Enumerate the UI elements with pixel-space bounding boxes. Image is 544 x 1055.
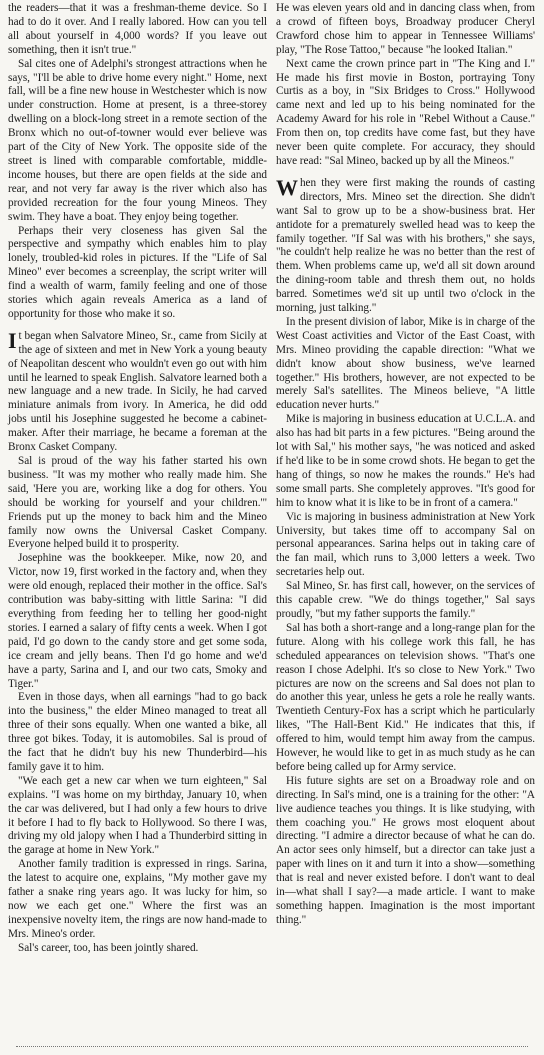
article-paragraph: Mike is majoring in business education at U.C.L.A. and also has had bit parts in a few pictures. "Being around the lot with Sal," his mother says, "he was noticed and asked if he'd like to be in some crowd shots. He began to get the hang of things, so now he makes the rounds." He's had some small parts. She completely approves. "It's good for him to know what it is like to be in front of a camera." xyxy=(276,413,535,509)
article-paragraph: Next came the crown prince part in "The King and I." He made his first movie in Boston, portraying Tony Curtis as a boy, in "Six Bridges to Cross." Hollywood came next and led up to his being nominated for the Academy Award for his role in "Rebel Without a Cause." From then on, top credits have come fast, but they have never been quite complete. For accuracy, they should have read: "Sal Mineo, backed up by all the Mineos." xyxy=(276,57,535,167)
page-bottom-rule xyxy=(16,1046,528,1049)
article-paragraph xyxy=(276,174,535,316)
article-paragraph: Sal is proud of the way his father started his own business. "It was my mother who really made him. She said, 'Here you are, working like a dog for others. You should be working for yourself and your children.'" Friends put up the money to back him and the Mineo family now owns the Universal Casket Company. Everyone helped build it to prosperity. xyxy=(8,455,267,551)
article-paragraph xyxy=(8,327,267,455)
drop-cap: W xyxy=(276,174,298,200)
paragraph-text: t began when Salvatore Mineo, Sr., came from Sicily at the age of sixteen and met in New York a young beauty of Neapolitan descent who wouldn't even go out with him until he learned to speak English. Salvatore learned both a new language and a new trade. In Sicily, he had carved miniature animals from ivory. In America, he did odd jobs until his Josephine suggested he become a cabinet-maker. After their marriage, he became a foreman at the Bronx Casket Company. xyxy=(8,329,267,454)
article-paragraph: Vic is majoring in business administration at New York University, but takes time off to accompany Sal on personal appearances. Sarina helps out in taking care of the fan mail, which runs to 3,000 letters a week. Two secretaries help out. xyxy=(276,510,535,579)
left-column xyxy=(8,2,267,1055)
article-paragraph: Perhaps their very closeness has given Sal the perspective and sympathy which enables him to play lonely, troubled-kid roles in pictures. If the "Life of Sal Mineo" ever becomes a screenplay, the script writer will find a wealth of warm, family feeling and one of those stories which again reveals America as a land of opportunity for those who make it so. xyxy=(8,224,267,320)
article-paragraph: He was eleven years old and in dancing class when, from a crowd of fifteen boys, Broadway producer Cheryl Crawford chose him to appear in Tennessee Williams' play, "The Rose Tattoo," because "he looked Italian." xyxy=(276,2,535,56)
article-paragraph: In the present division of labor, Mike is in charge of the West Coast activities and Victor of the East Coast, with Mrs. Mineo providing the capable direction: "What we didn't know about show business, we've learned together." His brothers, however, are not expected to be merely Sal's satellites. The Mineos believe, "A little education never hurts." xyxy=(276,315,535,412)
article-paragraph: the readers—that it was a freshman-theme device. So I had to do it over. And I really labored. How can you tell all about yourself in 4,000 words? If you leave out something, then it isn't true." xyxy=(8,2,267,56)
article-paragraph: Even in those days, when all earnings "had to go back into the business," the elder Mineo managed to treat all three of their sons equally. When one wanted a bike, all three got bikes. Today, it is automobiles. Sal is proud of the fact that he didn't buy his new Thunderbird—his family gave it to him. xyxy=(8,691,267,773)
paragraph-text: hen they were first making the rounds of casting directors, Mrs. Mineo set the direction. She didn't want Sal to grow up to be a show-business brat. Her antidote for a prematurely swelled head was to keep the family together. "If Sal was with his brothers," she says, "he couldn't help realize he was no better than the rest of them. When problems came up, we'd all sit down around the dining-room table and thresh them out, no holds barred. Sometimes we'd sit up until two o'clock in the morning, just talking." xyxy=(276,176,535,315)
article-paragraph: Sal's career, too, has been jointly shared. xyxy=(18,941,199,954)
article-paragraph: His future sights are set on a Broadway role and on directing. In Sal's mind, one is a training for the other: "A live audience teaches you things. It is like studying, with them coaching you." He grows most eloquent about directing. "I admire a director because of what he can do. An actor sees only himself, but a director can take just a paper with lines on it and turn it into a show—something that is real and never existed before. I don't want to deal in—what shall I say?—a made article. I want to make something happen. Imagination is the most important thing." xyxy=(276,774,535,926)
article-paragraph: Josephine was the bookkeeper. Mike, now 20, and Victor, now 19, first worked in the factory and, when they were old enough, replaced their mother in the office. Sal's contribution was baby-sitting with little Sarina: "I did everything from feeding her to telling her good-night stories. I earned a salary of fifty cents a week. When I got paid, I'd go down to the candy store and get some soda, ice cream and jelly beans. Then I'd go home and we'd have a party, Sarina and I, and our two cats, Smoky and Tiger." xyxy=(8,552,267,690)
article-paragraph: "We each get a new car when we turn eighteen," Sal explains. "I was home on my birthday, January 10, when the car was delivered, but I had only a few hours to drive it before I had to fly back to Hollywood. So there I was, driving my old jalopy when I had a Thunderbird sitting in the garage at home in New York." xyxy=(8,774,267,857)
drop-cap: I xyxy=(8,327,17,353)
article-paragraph: Another family tradition is expressed in rings. Sarina, the latest to acquire one, explains, "My mother gave my father a snake ring years ago. It was lucky for him, so now we each get one." Where the first was an inexpensive novelty item, the rings are now hand-made to Mrs. Mineo's order. xyxy=(8,858,267,940)
article-paragraph: Sal Mineo, Sr. has first call, however, on the services of this capable crew. "We do things together," Sal says proudly, "but my father supports the family." xyxy=(276,580,535,620)
article-paragraph: Sal has both a short-range and a long-range plan for the future. Along with his college work this fall, he has scheduled appearances on television shows. "That's one reason I chose Adelphi. It's so close to New York." Two pictures are now on the screens and Sal does not plan to do another this year, unless he gets a role he really wants. Twentieth Century-Fox has a script which he particularly likes, "The Hall-Bent Kid." He indicates that this, if offered to him, would tempt him away from the campus. However, he would like to get in as much study as he can before being called up for Army service. xyxy=(276,621,535,773)
right-column xyxy=(276,2,535,1055)
article-paragraph: Sal cites one of Adelphi's strongest attractions when he says, "I'll be able to drive home every night." Home, next fall, will be a fine new house in Westchester which is now under construction. Home at present, is a three-storey dwelling on a block-long street in a remote section of the Bronx which no out-of-towner would ever believe was part of the City of New York. The opposite side of the street is lined with comparable comfortable, middle-income houses, but there are open fields at the side and rear, and not very far away is the river which also has provided recreation for the four young Mineos. They swim. They have a boat. They enjoy being together. xyxy=(8,57,267,223)
